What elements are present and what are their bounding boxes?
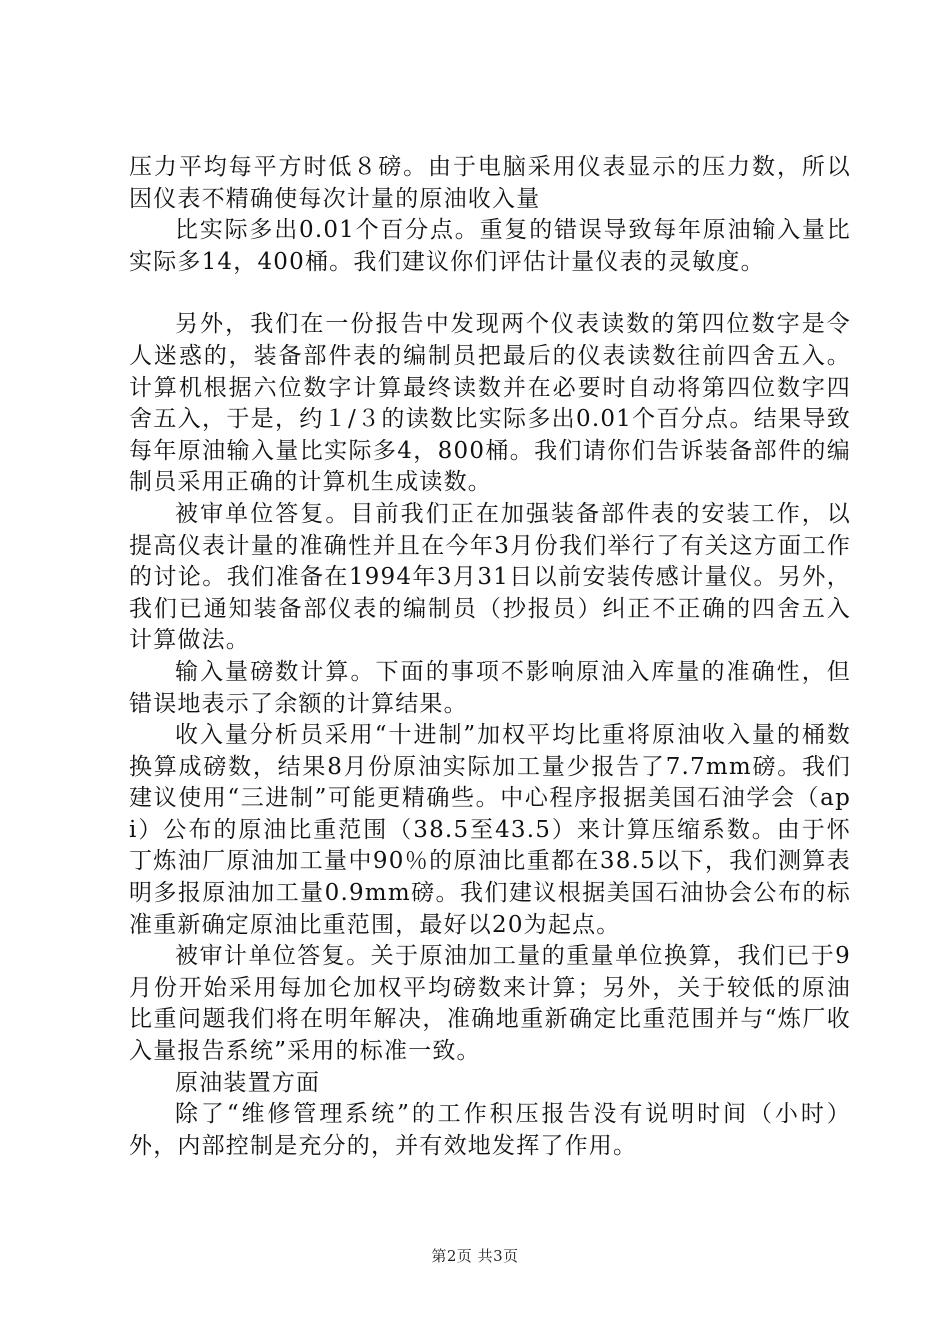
section-heading: 原油装置方面 <box>175 1069 321 1096</box>
paragraph-3: 另外，我们在一份报告中发现两个仪表读数的第四位数字是令人迷惑的，装备部件表的编制员把最后的仪表读数往前四舍五入。计算机根据六位数字计算最终读数并在必要时自动将第四位数字四舍五入，于是，约１/３的读数比实际多出0.01个百分点。结果导致每年原油输入量比实际多4，800桶。我们请你们告诉装备部件的编制员采用正确的计算机生成读数。 <box>129 311 851 496</box>
paragraph-8: 除了“维修管理系统”的工作积压报告没有说明时间（小时）外，内部控制是充分的，并有效地发挥了作用。 <box>129 1101 851 1159</box>
paragraph-7: 被审计单位答复。关于原油加工量的重量单位换算，我们已于9月份开始采用每加仑加权平均磅数来计算；另外，关于较低的原油比重问题我们将在明年解决，准确地重新确定比重范围并与“炼厂收入量报告系统”采用的标准一致。 <box>129 943 851 1065</box>
document-body <box>129 152 851 1162</box>
paragraph-1: 压力平均每平方时低８磅。由于电脑采用仪表显示的压力数，所以因仪表不精确使每次计量的原油收入量 <box>129 154 851 212</box>
paragraph-6: 收入量分析员采用“十进制”加权平均比重将原油收入量的桶数换算成磅数，结果8月份原油实际加工量少报告了7.7mm磅。我们建议使用“三进制”可能更精确些。中心程序报据美国石油学会（api）公布的原油比重范围（38.5至43.5）来计算压缩系数。由于怀丁炼油厂原油加工量中90％的原油比重都在38.5以下，我们测算表明多报原油加工量0.9mm磅。我们建议根据美国石油协会公布的标准重新确定原油比重范围，最好以20为起点。 <box>129 722 851 938</box>
paragraph-5: 输入量磅数计算。下面的事项不影响原油入库量的准确性，但错误地表示了余额的计算结果。 <box>129 658 851 717</box>
page-number: 第2页 共3页 <box>431 1247 519 1265</box>
paragraph-2: 比实际多出0.01个百分点。重复的错误导致每年原油输入量比实际多14，400桶。我们建议你们评估计量仪表的灵敏度。 <box>129 217 851 275</box>
paragraph-4: 被审单位答复。目前我们正在加强装备部件表的安装工作，以提高仪表计量的准确性并且在今年3月份我们举行了有关这方面工作的讨论。我们准备在1994年3月31日以前安装传感计量仪。另外，我们已通知装备部仪表的编制员（抄报员）纠正不正确的四舍五入计算做法。 <box>129 500 851 654</box>
